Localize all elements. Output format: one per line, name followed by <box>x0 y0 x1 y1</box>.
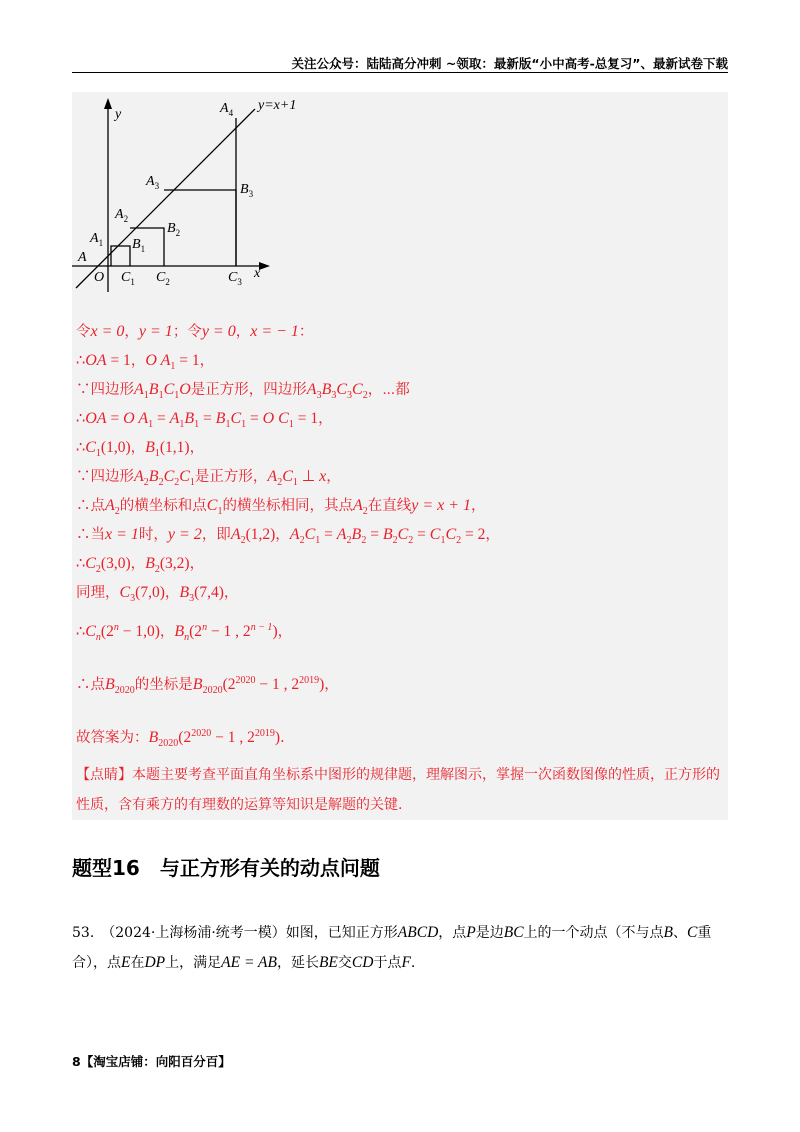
label-A2: $A_2$ <box>115 207 129 224</box>
section-title: 题型16 与正方形有关的动点问题 <box>72 856 380 880</box>
label-A3: $A_3$ <box>146 174 160 191</box>
label-y: y <box>115 107 122 122</box>
label-C1: $C_1$ <box>121 270 135 287</box>
solution-line-13: 故答案为：$B_{2020}(2^{2020} - 1$ , $2^{2019}$). <box>76 728 285 749</box>
line-y-eq-x-plus-1 <box>76 109 255 288</box>
page-header: 关注公众号：陆陆高分冲刺 ~领取：最新版“小中高考-总复习”、最新试卷下载 <box>291 56 728 71</box>
header-rule <box>72 72 728 73</box>
label-eq: y=x+1 <box>258 98 297 113</box>
solution-line-7: ∴点$A_2$的横坐标和点$C_1$的横坐标相同，其点$A_2$在直线y = x + 1， <box>76 497 486 517</box>
label-x: x <box>254 266 261 281</box>
solution-line-1: 令x = 0，y = 1；令y = 0，x = − 1： <box>76 323 314 340</box>
label-B2: $B_2$ <box>167 221 181 238</box>
label-B1: $B_1$ <box>132 237 146 254</box>
solution-line-10: 同理，$C_3(7,0)$，$B_3(7,4)$， <box>76 584 239 604</box>
solution-line-6: ∵四边形$A_2B_2C_2C_1$是正方形，$A_2C_1$ ⊥ x， <box>76 468 341 488</box>
solution-panel <box>72 92 728 820</box>
problem-53: 53. （2024·上海杨浦·统考一模）如图，已知正方形ABCD，点P是边BC上的一个动点（不与点B、C重合），点E在DP上，满足AE = AB，延长BE交CD于点F. <box>72 924 712 971</box>
square-1 <box>111 246 130 266</box>
page-footer: 8【淘宝店铺：向阳百分百】 <box>72 1054 231 1069</box>
label-C3: $C_3$ <box>228 270 242 287</box>
y-arrow <box>104 98 112 109</box>
solution-line-3: ∵四边形$A_1B_1C_1O$是正方形，四边形$A_3B_3C_3C_2$，⋯都 <box>76 381 410 401</box>
label-A: A <box>78 250 87 265</box>
label-B3: $B_3$ <box>240 182 254 199</box>
label-C2: $C_2$ <box>156 270 170 287</box>
key-point-comment: 【点睛】本题主要考查平面直角坐标系中图形的规律题，理解图示，掌握一次函数图像的性质，正方形的性质，含有乘方的有理数的运算等知识是解题的关键. <box>76 767 720 813</box>
solution-line-5: $\therefore C_1(1,0)$，$B_1(1,1)$， <box>76 439 205 459</box>
label-O: O <box>94 270 105 285</box>
solution-line-8: ∴当x = 1时，y = 2，即$A_2(1,2)$，$A_2C_1 = A_2B_2 = B_2C_2 = C_1C_2 = 2$， <box>76 526 500 546</box>
solution-line-9: $\therefore C_2(3,0)$，$B_2(3,2)$， <box>76 555 205 575</box>
coordinate-figure <box>72 92 312 302</box>
solution-line-4: ∴OA = O $A_1 = A_1B_1 = B_1C_1 = O$ $C_1 = 1$， <box>76 410 333 430</box>
solution-line-11: $\therefore C_n(2^n - 1,0)$，$B_n(2^n - 1$ , $2^{n - 1}$)， <box>76 622 293 643</box>
label-A4: $A_4$ <box>220 101 234 118</box>
label-A1: $A_1$ <box>90 231 104 248</box>
solution-line-2: ∴OA = 1，O $A_1 = 1$， <box>76 352 215 372</box>
solution-line-12: ∴点$B_{2020}$的坐标是$B_{2020}(2^{2020} - 1$ , $2^{2019}$)， <box>76 675 339 696</box>
x-arrow <box>259 262 270 270</box>
